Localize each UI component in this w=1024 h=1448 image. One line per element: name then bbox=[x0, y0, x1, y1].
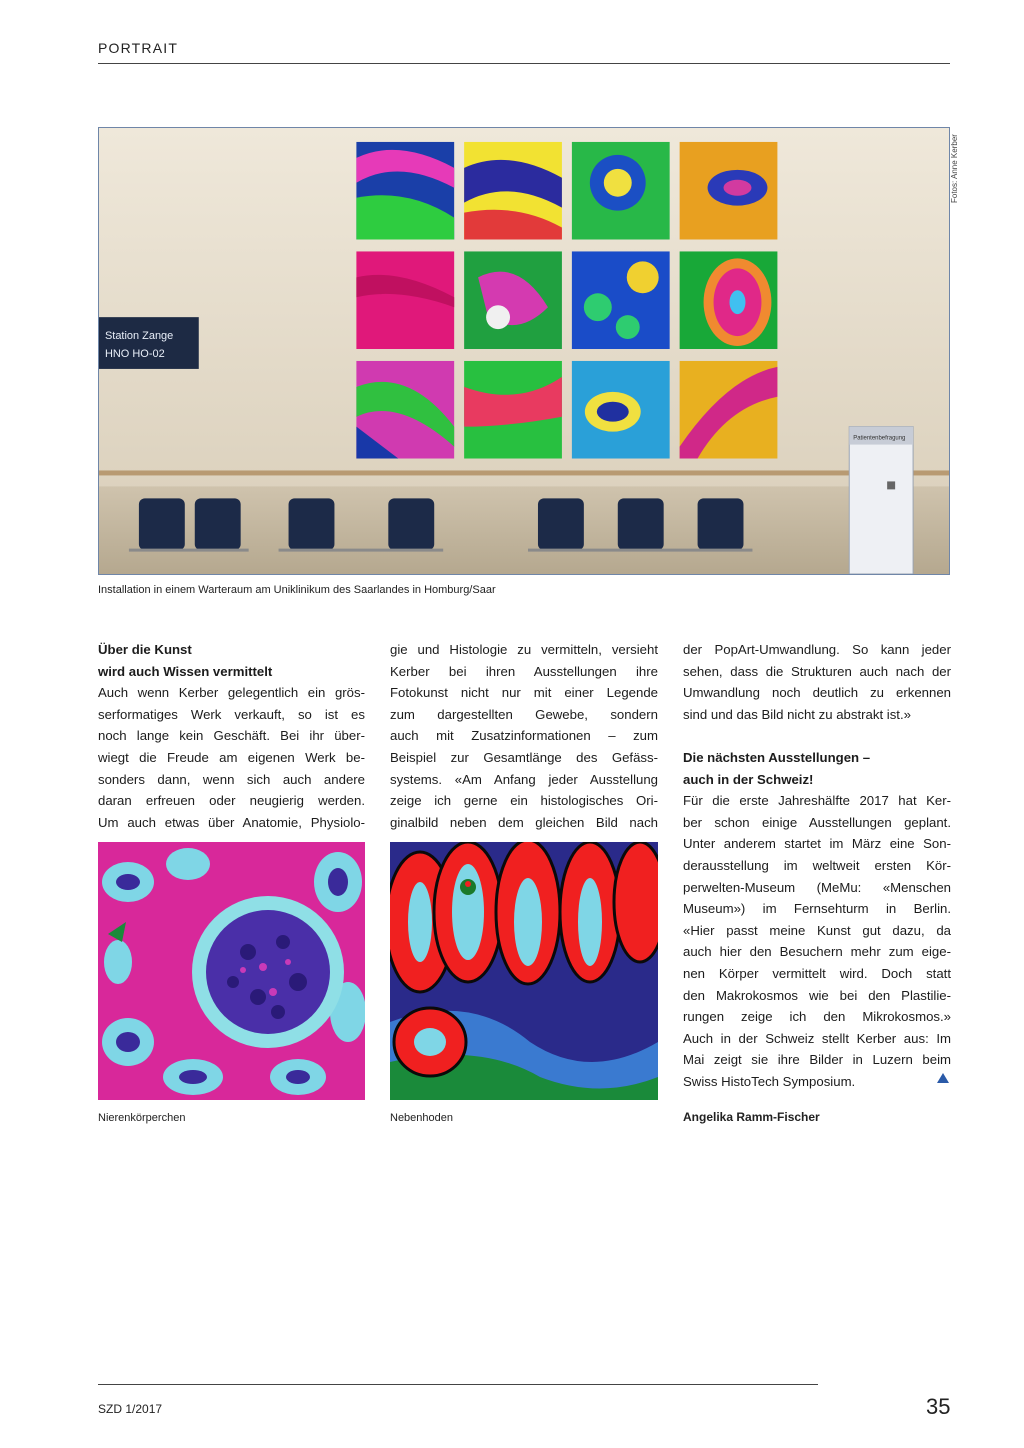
column3-line: auch hier den Besuchern mehr zum eige- bbox=[683, 944, 951, 960]
section-label: PORTRAIT bbox=[98, 40, 179, 56]
article-end-triangle-icon bbox=[937, 1073, 949, 1083]
photo-credit bbox=[936, 127, 976, 207]
photo-credit-text: Fotos: Anne Kerber bbox=[950, 134, 959, 203]
nebenhoden-image bbox=[390, 842, 658, 1100]
column1-line: daran erfreuen oder neugierig werden. bbox=[98, 793, 365, 809]
station-sign-line1: Station Zange bbox=[104, 330, 174, 343]
text-column-1 bbox=[98, 639, 365, 833]
column1-line: Auch wenn Kerber gelegentlich ein grös- bbox=[98, 685, 365, 701]
column2-line: zum dargestellten Gewebe, sondern bbox=[390, 706, 658, 722]
column2-line: ginalbild neben dem gleichen Bild nach bbox=[390, 814, 658, 830]
column2-line: gie und Histologie zu vermitteln, versieht bbox=[390, 642, 658, 657]
nierenkoerperchen-illustration bbox=[98, 842, 365, 1100]
column1-heading-line2: wird auch Wissen vermittelt bbox=[98, 663, 273, 679]
column1-line: Um auch etwas über Anatomie, Physiolo- bbox=[98, 814, 365, 830]
column2-line: systems. «Am Anfang jeder Ausstellung bbox=[390, 771, 658, 787]
column1-heading-line1: Über die Kunst bbox=[98, 642, 192, 657]
column2-line: Kerber bei ihren Ausstellungen ihre bbox=[390, 663, 658, 679]
issue-label: SZD 1/2017 bbox=[98, 1402, 163, 1416]
column3-heading-line1: Die nächsten Ausstellungen – bbox=[683, 749, 871, 765]
column3-line: sehen, dass die Strukturen auch nach der bbox=[683, 663, 951, 679]
installation-photo bbox=[98, 127, 950, 575]
column1-line: sonders dann, wenn sich auch andere bbox=[98, 771, 365, 787]
column3-line: Auch in der Schweiz stellt Kerber aus: Im bbox=[683, 1030, 951, 1046]
column3-line: nen Körper vermittelt wird. Doch statt bbox=[683, 965, 951, 981]
column2-line: auch mit Zusatzinformationen – zum bbox=[390, 728, 658, 744]
column3-line: «Hier passt meine Kunst gut dazu, da bbox=[683, 922, 951, 938]
column3-line: Für die erste Jahreshälfte 2017 hat Ker- bbox=[683, 793, 951, 809]
column3-heading-line2: auch in der Schweiz! bbox=[683, 771, 814, 787]
column3-line: perwelten-Museum (MeMu: «Menschen bbox=[683, 879, 951, 895]
column3-line: der PopArt-Umwandlung. So kann jeder bbox=[683, 642, 951, 657]
installation-photo-illustration bbox=[99, 128, 949, 574]
page-number: 35 bbox=[926, 1394, 951, 1419]
column3-line: den Makrokosmos wie bei den Plastilie- bbox=[683, 987, 951, 1003]
column1-line: noch lange kein Geschäft. Bei ihr über- bbox=[98, 728, 365, 744]
nebenhoden-illustration bbox=[390, 842, 658, 1100]
paragraph-spacer bbox=[683, 725, 951, 747]
column2-line: zeige ich gerne ein histologisches Ori- bbox=[390, 793, 658, 809]
column3-line: rungen zeige ich den Mikrokosmos.» bbox=[683, 1009, 951, 1025]
column2-line: Beispiel zur Gesamtlänge des Gefäss- bbox=[390, 749, 658, 765]
column3-line: derausstellung im weltweit ersten Kör- bbox=[683, 857, 951, 873]
column3-line: Umwandlung noch deutlich zu erkennen bbox=[683, 685, 951, 701]
column3-line: Swiss HistoTech Symposium. bbox=[683, 1073, 856, 1089]
column3-line: Museum») im Fernsehturm in Berlin. bbox=[683, 901, 951, 917]
nierenkoerperchen-image bbox=[98, 842, 365, 1100]
column3-line: Unter anderem startet im März eine Son- bbox=[683, 836, 951, 852]
box-label: Patientenbefragung bbox=[853, 435, 906, 442]
text-column-3 bbox=[683, 639, 951, 1092]
column2-line: Fotokunst nicht nur mit einer Legende bbox=[390, 685, 658, 701]
footer-rule bbox=[98, 1384, 818, 1385]
left-image-caption: Nierenkörperchen bbox=[98, 1112, 186, 1124]
column3-line: Mai zeigt sie ihre Bilder in Luzern beim bbox=[683, 1052, 951, 1068]
column3-line: sind und das Bild nicht zu abstrakt ist.» bbox=[683, 706, 911, 722]
column1-line: serformatiges Werk verkauft, so ist es bbox=[98, 706, 365, 722]
photo-caption: Installation in einem Warteraum am Uniklinikum des Saarlandes in Homburg/Saar bbox=[98, 584, 496, 596]
right-image-caption: Nebenhoden bbox=[390, 1112, 454, 1124]
column1-line: wiegt die Freude am eigenen Werk be- bbox=[98, 749, 365, 765]
text-column-2 bbox=[390, 639, 658, 833]
column3-line: ber schon einige Ausstellungen geplant. bbox=[683, 814, 951, 830]
author-name: Angelika Ramm-Fischer bbox=[683, 1110, 820, 1124]
header-rule bbox=[98, 63, 950, 64]
station-sign-line2: HNO HO-02 bbox=[104, 347, 165, 360]
